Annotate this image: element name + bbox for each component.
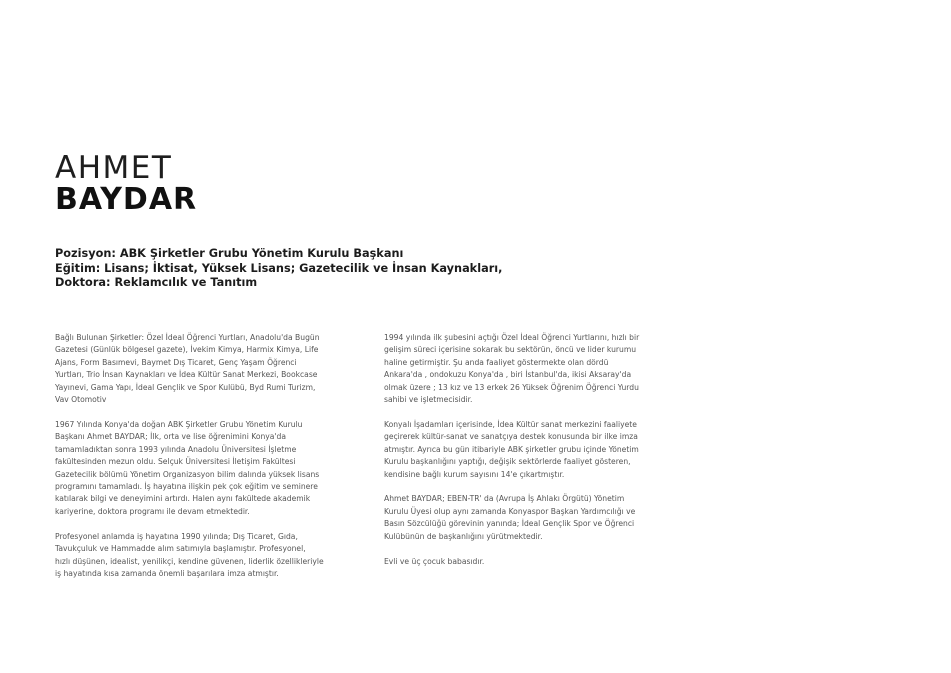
text-line: iş hayatında kısa zamanda önemli başarılara imza atmıştır. — [55, 568, 279, 578]
text-line: Yurtları, Trio İnsan Kaynakları ve İdea Kültür Sanat Merkezi, Bookcase — [55, 370, 318, 380]
text-line: Profesyonel anlamda iş hayatına 1990 yılında; Dış Ticaret, Gıda, — [55, 531, 298, 541]
text-line: Başkanı Ahmet BAYDAR; İlk, orta ve lise öğrenimini Konya'da — [55, 432, 287, 442]
summary-block — [55, 247, 615, 291]
text-line: 1994 yılında ilk şubesini açtığı Özel İdeal Öğrenci Yurtlarını, hızlı bir — [384, 333, 640, 342]
text-line: Kurulu başkanlığını yaptığı, değişik sektörlerde faaliyet gösteren, — [384, 457, 631, 467]
text-line: hızlı düşünen, idealist, yenilikçi, kendine güvenen, liderlik özellikleriyle — [55, 556, 324, 566]
text-line: Vav Otomotiv — [55, 395, 107, 405]
memberships-paragraph — [384, 493, 674, 543]
text-line: haline getirmiştir. Şu anda faaliyet göstermekte olan dördü — [384, 357, 609, 367]
text-line: Gazetesi (Günlük bölgesel gazete), İvekim Kimya, Harmix Kimya, Life — [55, 345, 319, 355]
text-line: Tavukçuluk ve Hammadde alım satımıyla başlamıştır. Profesyonel, — [55, 544, 306, 554]
text-line: tamamladıktan sonra 1993 yılında Anadolu Üniversitesi İşletme — [55, 444, 297, 454]
text-line: programını tamamladı. İş hayatına ilişkin pek çok eğitim ve seminere — [55, 481, 318, 491]
text-line: Ajans, Form Basımevi, Baymet Dış Ticaret, Genç Yaşam Öğrenci — [55, 357, 297, 367]
first-name: AHMET — [55, 150, 173, 186]
text-line: Konyalı İşadamları içerisinde, İdea Kültür sanat merkezini faaliyete — [384, 419, 637, 429]
biography-left-column — [55, 332, 345, 593]
text-line: fakültesinden mezun oldu. Selçuk Üniversitesi İletişim Fakültesi — [55, 457, 296, 467]
text-line: katılarak bilgi ve deneyimini artırdı. Halen aynı fakültede akademik — [55, 494, 311, 504]
text-line: kariyerine, doktora programı ile devam etmektedir. — [55, 506, 250, 516]
text-line: geçirerek kültür-sanat ve sanatçıya destek konusunda bir ilke imza — [384, 432, 638, 442]
text-line: Basın Sözcülüğü görevinin yanında; İdeal Gençlik Spor ve Öğrenci — [384, 519, 635, 529]
culture-paragraph — [384, 419, 674, 481]
text-line: Bağlı Bulunan Şirketler: Özel İdeal Öğrenci Yurtları, Anadolu'da Bugün — [55, 333, 320, 342]
text-line: Evli ve üç çocuk babasıdır. — [384, 556, 485, 566]
text-line: Ankara'da , ondokuzu Konya'da , biri İstanbul'da, ikisi Aksaray'da — [384, 370, 632, 380]
companies-paragraph — [55, 332, 345, 406]
text-line: 1967 Yılında Konya'da doğan ABK Şirketler Grubu Yönetim Kurulu — [55, 419, 303, 429]
family-paragraph — [384, 556, 674, 568]
text-line: Kulübünün de başkanlığını yürütmektedir. — [384, 531, 543, 541]
education-paragraph — [55, 419, 345, 518]
text-line: sahibi ve işletmecisidir. — [384, 395, 473, 405]
biography-right-column — [384, 332, 674, 581]
text-line: olmak üzere ; 13 kız ve 13 erkek 26 Yüksek Öğrenim Öğrenci Yurdu — [384, 382, 639, 392]
text-line: Gazetecilik bölümü Yönetim Organizasyon bilim dalında yüksek lisans — [55, 469, 320, 479]
name-heading — [55, 152, 197, 216]
position-line: Pozisyon: ABK Şirketler Grubu Yönetim Kurulu Başkanı — [55, 247, 404, 260]
text-line: kendisine bağlı kurum sayısını 14'e çıkartmıştır. — [384, 469, 565, 479]
dormitories-paragraph — [384, 332, 674, 406]
text-line: atmıştır. Ayrıca bu gün itibariyle ABK şirketler grubu içinde Yönetim — [384, 444, 639, 454]
text-line: Yayınevi, Gama Yapı, İdeal Gençlik ve Spor Kulübü, Byd Rumi Turizm, — [55, 382, 316, 392]
text-line: Ahmet BAYDAR; EBEN-TR' da (Avrupa İş Ahlakı Örgütü) Yönetim — [384, 494, 625, 504]
text-line: gelişim süreci içerisine sokarak bu sektörün, öncü ve lider kurumu — [384, 345, 637, 355]
education-line: Eğitim: Lisans; İktisat, Yüksek Lisans; Gazetecilik ve İnsan Kaynakları, — [55, 261, 503, 275]
text-line: Kurulu Üyesi olup aynı zamanda Konyaspor Başkan Yardımcılığı ve — [384, 506, 636, 516]
doctorate-line: Doktora: Reklamcılık ve Tanıtım — [55, 276, 258, 289]
career-paragraph — [55, 531, 345, 581]
last-name: BAYDAR — [55, 182, 198, 217]
